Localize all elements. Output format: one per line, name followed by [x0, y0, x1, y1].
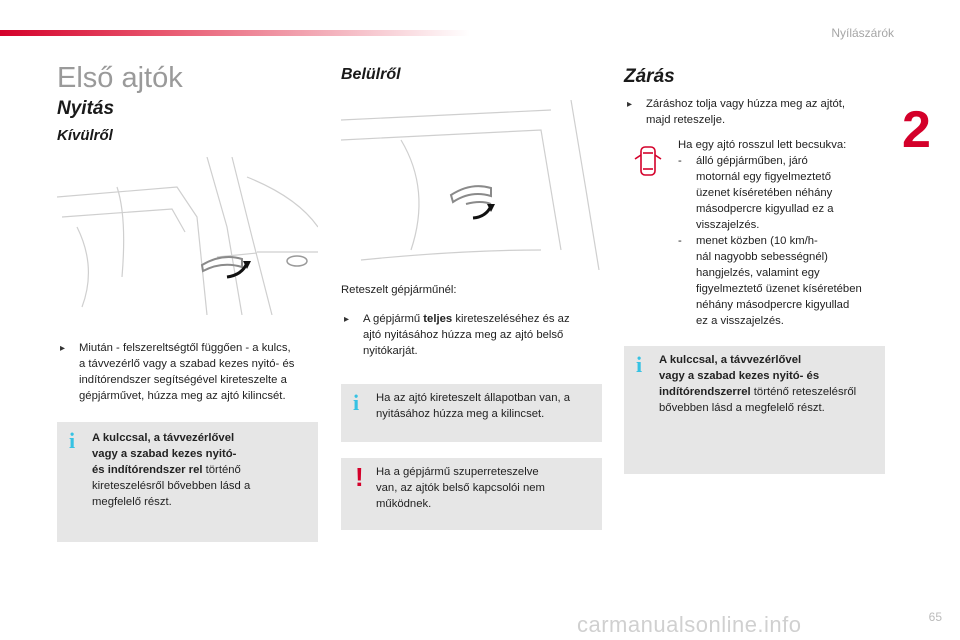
info-text: A kulccsal, a távvezérlővel vagy a szabad kezes nyitó- és indítórendszerrel történő reteszelésről bővebben lásd a megfelelő részt. — [659, 354, 857, 414]
warning-box — [341, 458, 602, 530]
watermark: carmanualsonline.info — [577, 612, 802, 637]
text-line: indítórendszer segítségével kireteszelte a — [79, 374, 287, 386]
warning-icon: ! — [355, 462, 364, 492]
warning-text: Ha a gépjármű szuperreteszelve van, az ajtók belső kapcsolói nem működnek. — [376, 466, 545, 510]
subtitle-opening: Nyitás — [57, 98, 115, 119]
text-line: gépjárművet, húzza meg az ajtó kilincsét. — [79, 390, 286, 402]
closing-text: Záráshoz tolja vagy húzza meg az ajtót, majd reteszelje. — [646, 98, 846, 126]
heading-inside: Belülről — [341, 66, 401, 83]
heading-outside: Kívülről — [57, 127, 113, 144]
header-accent-bar — [0, 30, 470, 36]
page-title: Első ajtók — [57, 62, 183, 94]
info-icon: i — [353, 390, 360, 415]
locked-vehicle-label: Reteszelt gépjárműnél: — [341, 284, 457, 296]
bullet-marker: ▸ — [60, 343, 66, 354]
info-icon: i — [636, 352, 643, 377]
inside-opening-text: A gépjármű teljes kireteszeléséhez és az ajtó nyitásához húzza meg az ajtó belső nyitókarját. — [363, 313, 570, 357]
page-number: 65 — [928, 610, 942, 624]
door-open-warning-icon — [633, 143, 663, 179]
heading-closing: Zárás — [624, 66, 675, 87]
text-line: a távvezérlő vagy a szabad kezes nyitó- és — [79, 358, 295, 370]
info-box-middle — [341, 384, 602, 442]
info-icon: i — [69, 428, 76, 453]
info-box-right — [624, 346, 885, 474]
info-text: Ha az ajtó kireteszelt állapotban van, a nyitásához húzza meg a kilincset. — [376, 392, 571, 420]
interior-door-handle-illustration — [341, 100, 602, 270]
door-warning-note: Ha egy ajtó rosszul lett becsukva: - álló gépjárműben, járó motornál egy figyelmeztető üzenet kíséretében néhány másodpercre kigyullad ez a visszajelzés. - menet közben (10 km/h- nál nagyobb sebességnél) hangjelzés, valamint egy figyelmeztető üzenet kíséretében néhány másodpercre kigyullad ez a visszajelzés. — [678, 139, 862, 327]
chapter-number: 2 — [902, 101, 931, 159]
outside-opening-text — [79, 340, 329, 404]
info-text: A kulccsal, a távvezérlővel vagy a szabad kezes nyitó- és indítórendszer rel történő kireteszelésről bővebben lásd a megfelelő részt. — [92, 432, 251, 508]
bullet-marker: ▸ — [344, 314, 350, 325]
section-title: Nyílászárók — [831, 26, 894, 40]
info-box-left — [57, 422, 318, 542]
bullet-marker: ▸ — [627, 99, 633, 110]
text-line: Miután - felszereltségtől függően - a kulcs, — [79, 342, 291, 354]
exterior-door-handle-illustration — [57, 157, 318, 315]
